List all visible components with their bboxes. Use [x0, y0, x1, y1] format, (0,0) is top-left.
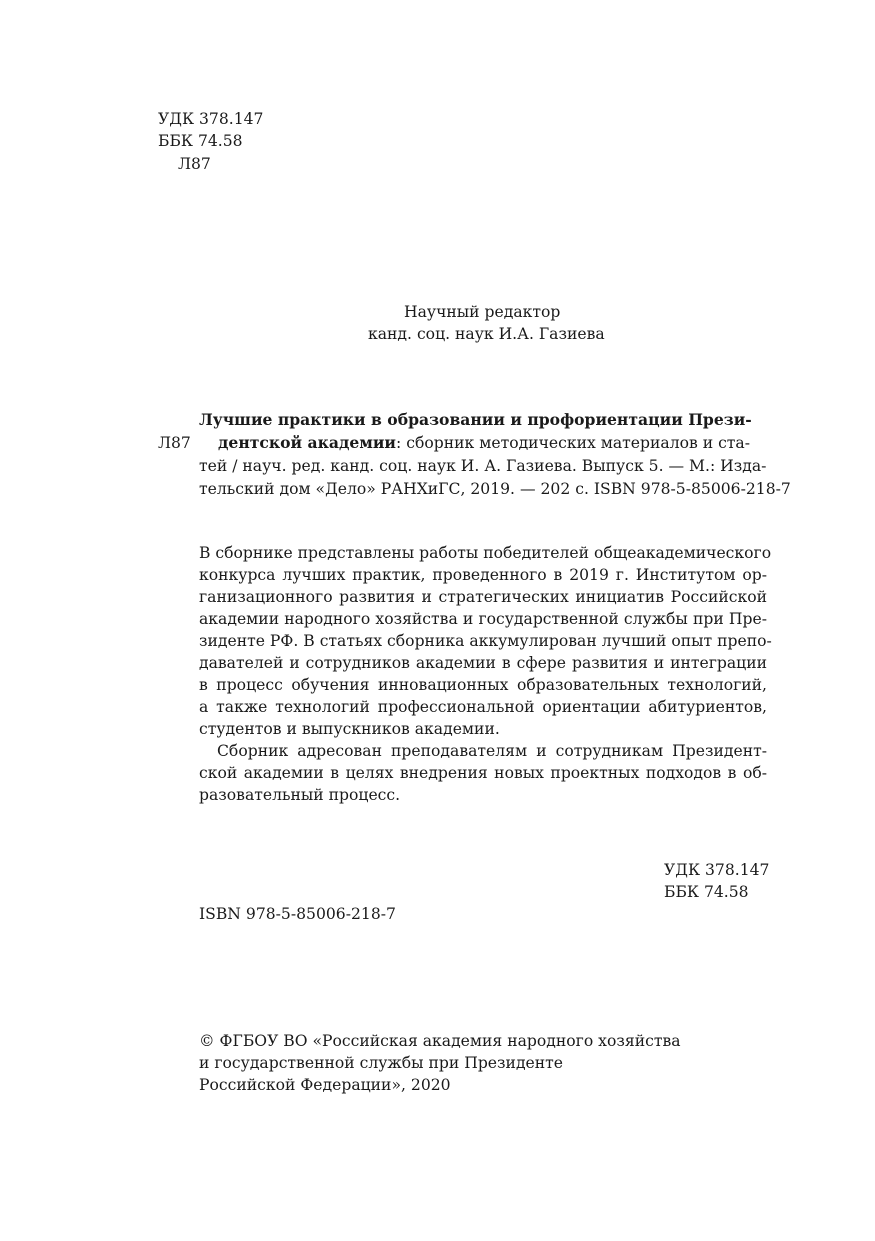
copyright-line: и государственной службы при Президенте [199, 1054, 564, 1072]
annotation-line: зиденте РФ. В статьях сборника аккумулирован лучший опыт препо- [199, 632, 772, 650]
annotation-line: В сборнике представлены работы победителей общеакадемического [199, 544, 772, 562]
annotation-line: студентов и выпускников академии. [199, 720, 500, 738]
annotation-line: давателей и сотрудников академии в сфере развития и интеграции [199, 654, 767, 672]
annotation-line: а также технологий профессиональной ориентации абитуриентов, [199, 698, 767, 716]
annotation-line: ганизационного развития и стратегических инициатив Российской [199, 588, 767, 606]
annotation-line: Сборник адресован преподавателям и сотрудникам Президент- [217, 742, 767, 760]
bbk-code-top: ББК 74.58 [158, 132, 243, 150]
annotation-line: разовательный процесс. [199, 786, 401, 804]
author-mark-top: Л87 [178, 155, 211, 173]
editor-role: Научный редактор [404, 303, 561, 321]
bbk-code-bottom: ББК 74.58 [664, 883, 749, 901]
copyright-line: Российской Федерации», 2020 [199, 1076, 451, 1094]
udk-code-top: УДК 378.147 [158, 110, 264, 128]
annotation-line: ской академии в целях внедрения новых проектных подходов в об- [199, 764, 767, 782]
author-mark-bib: Л87 [158, 434, 191, 452]
isbn: ISBN 978-5-85006-218-7 [199, 905, 396, 923]
copyright-line: © ФГБОУ ВО «Российская академия народного хозяйства [199, 1032, 681, 1050]
book-title-part2: дентской академии [218, 433, 397, 452]
annotation-line: конкурса лучших практик, проведенного в 2019 г. Институтом ор- [199, 566, 767, 584]
book-title-part1: Лучшие практики в образовании и профориентации Прези- [199, 410, 752, 429]
annotation-line: академии народного хозяйства и государственной службы при Пре- [199, 610, 767, 628]
bib-line3: тей / науч. ред. канд. соц. наук И. А. Газиева. Выпуск 5. — М.: Изда- [199, 457, 767, 475]
editor-name: канд. соц. наук И.А. Газиева [368, 325, 605, 343]
udk-code-bottom: УДК 378.147 [664, 861, 770, 879]
bib-line2 [218, 432, 750, 454]
bib-line2-rest: : сборник методических материалов и ста- [396, 434, 750, 452]
bib-title-line1 [199, 409, 750, 431]
annotation-line: в процесс обучения инновационных образовательных технологий, [199, 676, 767, 694]
bib-line4: тельский дом «Дело» РАНХиГС, 2019. — 202 с. ISBN 978-5-85006-218-7 [199, 480, 791, 498]
